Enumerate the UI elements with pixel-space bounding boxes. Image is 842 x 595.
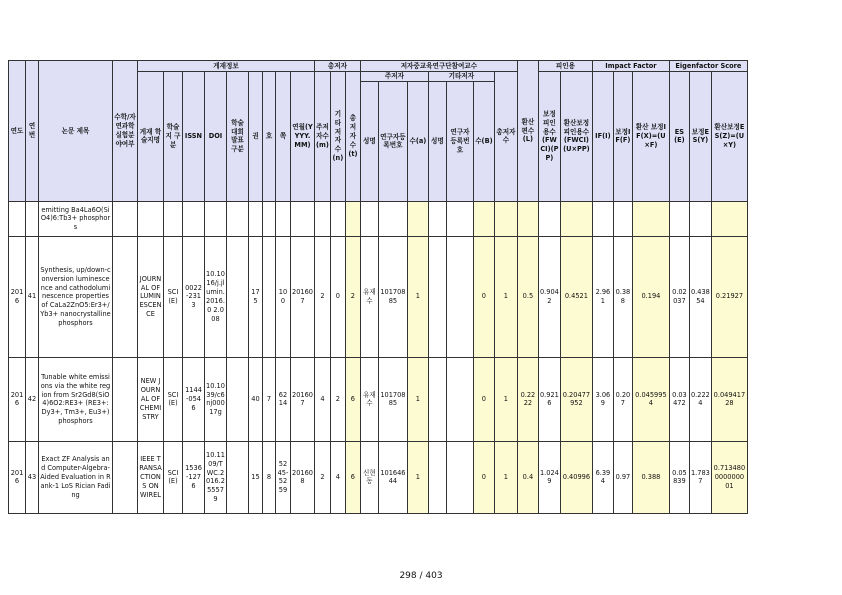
col-es-conv: 환산보정ES(Z)=(U×Y) (711, 72, 747, 202)
col-page: 쪽 (276, 72, 291, 202)
group-impact-factor: Impact Factor (592, 61, 669, 72)
table-row: 2016 42 Tunable white emissions via the white region from Sr2Gd8(SiO4)6O2:RE3+ (RE3+: Dy3+, Tm3+, Eu3+) phosphors NEW JOURNAL OF CHEMISTRY SCI(E) 1144-0546 10.1039/c6nj00017g 40 7 6214 201607 4 2 6 유재수 10170885 1 0 1 0.2222 0.9216 0.20477952 3.069 0.207 0.0459954 0.03472 0.2224 0.04941728 (9, 357, 748, 441)
subgroup-main-author: 주저자 (360, 72, 428, 82)
col-other-name: 성명 (428, 81, 446, 201)
group-publication: 게재정보 (138, 61, 315, 72)
col-title: 논문 제목 (39, 61, 113, 202)
col-other-researcher-no: 연구자등록번호 (446, 81, 473, 201)
paper-title: Synthesis, up/down-conversion luminescence and cathodoluminescence properties of CaLa2ZnO5:Er3+/Yb3+ nanocrystalline phosphors (39, 236, 113, 357)
col-inst: 학술대회발표구분 (227, 72, 249, 202)
col-other-authors: 기타저자수(n) (330, 72, 345, 202)
col-main-name: 성명 (360, 81, 378, 201)
group-authors: 총저자 (315, 61, 361, 72)
col-journal: 게재 학술지명 (138, 72, 164, 202)
col-other-count: 수(B) (473, 81, 494, 201)
col-es-corr: 보정ES(Y) (689, 72, 711, 202)
table-row: 2016 41 Synthesis, up/down-conversion luminescence and cathodoluminescence properties of CaLa2ZnO5:Er3+/Yb3+ nanocrystalline phosphors JOURNAL OF LUMINESCENCE SCI(E) 0022-2313 10.1016/j.jlumin.2016.0 2.008 175 100 201607 2 0 2 유재수 10170885 1 0 1 0.5 0.9042 0.4521 2.961 0.388 0.194 0.02037 0.43854 0.21927 (9, 236, 748, 357)
col-awarded: 수학/자연과학실험분야여부 (113, 61, 138, 202)
group-participating-professors: 저자중교육연구단참여교수 (360, 61, 517, 72)
col-if-conv: 환산 보정IF(X)=(U×F) (632, 72, 669, 202)
col-main-authors: 주저자수(m) (315, 72, 331, 202)
col-total-writers: 총저자수 (494, 72, 517, 202)
col-if: IF(I) (592, 72, 613, 202)
col-seq: 연번 (26, 61, 39, 202)
col-date: 연월(YYYY.MM) (291, 72, 315, 202)
subgroup-other-author: 기타저자 (428, 72, 494, 82)
paper-title: Tunable white emissions via the white region from Sr2Gd8(SiO4)6O2:RE3+ (RE3+: Dy3+, Tm3+, Eu3+) phosphors (39, 357, 113, 441)
paper-title: emitting Ba4La6O(SiO4)6:Tb3+ phosphors (39, 201, 113, 236)
paper-title: Exact ZF Analysis and Computer-Algebra-Aided Evaluation in Rank-1 LoS Rician Fading (39, 441, 113, 513)
col-issn: ISSN (183, 72, 205, 202)
col-main-researcher-no: 연구자등록번호 (378, 81, 407, 201)
col-year: 연도 (9, 61, 26, 202)
col-es: ES(E) (669, 72, 689, 202)
group-eigenfactor: Eigenfactor Score (669, 61, 747, 72)
col-fwci-conv: 환산보정피인용수(FWCI)(U×PP) (560, 72, 592, 202)
table-row: 2016 43 Exact ZF Analysis and Computer-Algebra-Aided Evaluation in Rank-1 LoS Rician Fading IEEE TRANSACTIONS ON WIREL SCI(E) 1536-1276 10.1109/TWC.2016.255579 15 8 52 45-52 59 201608 2 4 6 신현동 10164644 1 0 1 0.4 1.0249 0.40996 6.394 0.97 0.388 0.05839 1.7837 0.713480000000001 (9, 441, 748, 513)
col-fwci: 보정피인용수(FWCI)(PP) (538, 72, 560, 202)
col-no: 호 (263, 72, 276, 202)
col-doi: DOI (205, 72, 227, 202)
col-converted: 환산편수(L) (517, 61, 538, 202)
col-category: 학술지 구분 (164, 72, 183, 202)
publication-table (8, 60, 748, 514)
page-number: 298 / 403 (399, 571, 443, 581)
col-total-authors: 총저자수(t) (345, 72, 360, 202)
col-if-corr: 보정IF(F) (613, 72, 632, 202)
col-main-count: 수(a) (407, 81, 428, 201)
table-row (9, 201, 748, 236)
col-vol: 권 (249, 72, 263, 202)
group-citation: 피인용 (538, 61, 592, 72)
